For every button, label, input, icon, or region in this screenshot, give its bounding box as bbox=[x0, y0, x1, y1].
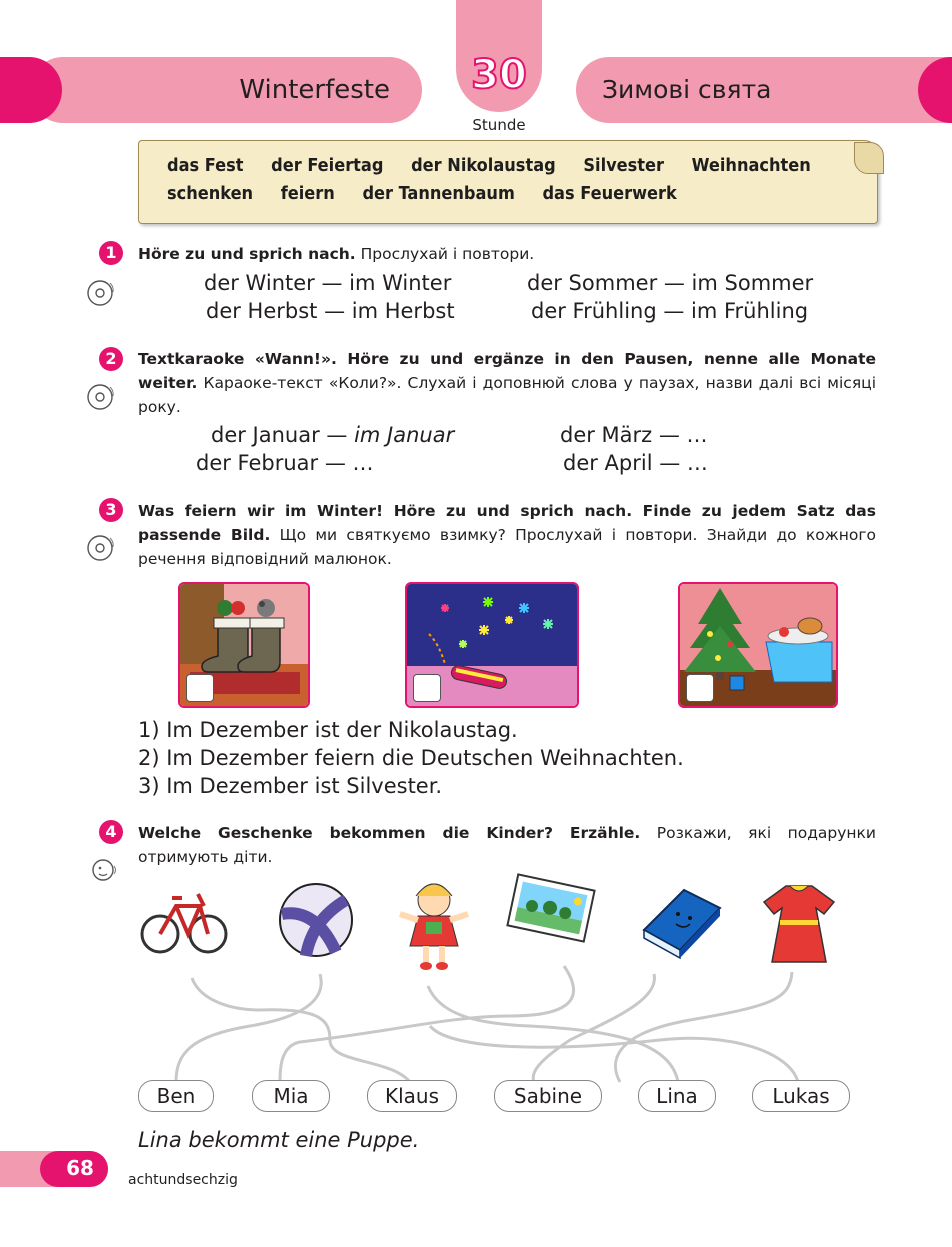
instruction-german: Höre zu und sprich nach. bbox=[138, 245, 356, 263]
vocabulary-line-2 bbox=[167, 183, 699, 204]
picture-fireworks bbox=[405, 582, 579, 708]
name-lukas: Lukas bbox=[752, 1080, 850, 1112]
word-pair: der Herbst — im Herbst bbox=[206, 299, 455, 323]
exercise-2-number: 2 bbox=[99, 347, 123, 371]
page-title-ukrainian: Зимові свята bbox=[602, 75, 772, 104]
doll-icon bbox=[392, 876, 476, 972]
vocab-word: der Nikolaustag bbox=[411, 155, 556, 176]
word-pair: der Frühling — im Frühling bbox=[531, 299, 809, 323]
vocab-word: das Feuerwerk bbox=[542, 183, 677, 204]
audio-cd-icon bbox=[86, 278, 116, 308]
instruction-german: Textkaraoke «Wann!». Höre zu und ergänze in den Pausen, nenne alle Monate weiter. bbox=[138, 350, 876, 392]
month-january bbox=[211, 423, 454, 447]
exercise-2-instruction bbox=[138, 347, 876, 419]
example-sentence: Lina bekommt eine Puppe. bbox=[138, 1128, 420, 1152]
instruction-german: Was feiern wir im Winter! Höre zu und sprich nach. Finde zu jedem Satz das passende Bild. bbox=[138, 502, 876, 544]
audio-cd-icon bbox=[86, 533, 116, 563]
name-mia: Mia bbox=[252, 1080, 330, 1112]
sentence-3: 3) Im Dezember ist Silvester. bbox=[138, 774, 443, 798]
vocab-word: das Fest bbox=[167, 155, 244, 176]
answer-checkbox[interactable] bbox=[686, 674, 714, 702]
answer-checkbox[interactable] bbox=[413, 674, 441, 702]
name-ben: Ben bbox=[138, 1080, 214, 1112]
picture-icon bbox=[504, 872, 598, 944]
instruction-ukrainian: Що ми святкуємо взимку? Прослухай і повтори. Знайди до кожного речення відповідний малюнок. bbox=[138, 526, 876, 568]
page-title-german: Winterfeste bbox=[239, 75, 390, 105]
vocab-word: der Feiertag bbox=[271, 155, 384, 176]
exercise-4-number: 4 bbox=[99, 820, 123, 844]
instruction-ukrainian: Прослухай і повтори. bbox=[360, 245, 535, 263]
vocab-word: Silvester bbox=[583, 155, 665, 176]
instruction-german: Welche Geschenke bekommen die Kinder? Erzähle. bbox=[138, 824, 641, 842]
instruction-ukrainian: Караоке-текст «Коли?». Слухай і доповнюй слова у паузах, назви далі всі місяці року. bbox=[138, 374, 876, 416]
bicycle-icon bbox=[140, 880, 228, 960]
month-january-answer: im Januar bbox=[354, 423, 455, 447]
matching-lines bbox=[130, 960, 870, 1086]
dress-icon bbox=[756, 880, 842, 972]
vocabulary-line-1 bbox=[167, 155, 833, 176]
word-pair: der Sommer — im Sommer bbox=[527, 271, 814, 295]
exercise-4-instruction bbox=[138, 821, 876, 869]
vocab-word: der Tannenbaum bbox=[362, 183, 515, 204]
exercise-3-number: 3 bbox=[99, 498, 123, 522]
name-lina: Lina bbox=[638, 1080, 716, 1112]
name-klaus: Klaus bbox=[367, 1080, 457, 1112]
name-sabine: Sabine bbox=[494, 1080, 602, 1112]
picture-christmas-tree bbox=[678, 582, 838, 708]
answer-checkbox[interactable] bbox=[186, 674, 214, 702]
sentence-1: 1) Im Dezember ist der Nikolaustag. bbox=[138, 718, 518, 742]
month-march: der März — … bbox=[560, 423, 708, 447]
page-number: 68 bbox=[66, 1156, 94, 1180]
vocab-word: Weihnachten bbox=[691, 155, 811, 176]
exercise-1-number: 1 bbox=[99, 241, 123, 265]
month-january-left: der Januar — bbox=[211, 423, 355, 447]
vocab-word: schenken bbox=[167, 183, 254, 204]
month-february: der Februar — … bbox=[196, 451, 374, 475]
page-number-word: achtundsechzig bbox=[128, 1172, 238, 1188]
lesson-number: 30 bbox=[471, 52, 527, 98]
audio-cd-icon bbox=[86, 382, 116, 412]
sentence-2: 2) Im Dezember feiern die Deutschen Weihnachten. bbox=[138, 746, 684, 770]
exercise-1-instruction bbox=[138, 242, 876, 266]
lesson-label: Stunde bbox=[472, 116, 526, 134]
picture-nikolaus-boots bbox=[178, 582, 310, 708]
scroll-curl bbox=[854, 142, 884, 174]
vocabulary-scroll bbox=[138, 140, 878, 224]
speaking-head-icon bbox=[90, 856, 120, 886]
month-april: der April — … bbox=[563, 451, 708, 475]
exercise-3-instruction bbox=[138, 499, 876, 571]
instruction-ukrainian: Розкажи, які подарунки отримують діти. bbox=[138, 824, 876, 866]
book-icon bbox=[634, 880, 726, 962]
ball-icon bbox=[276, 880, 356, 960]
vocab-word: feiern bbox=[280, 183, 335, 204]
word-pair: der Winter — im Winter bbox=[204, 271, 452, 295]
